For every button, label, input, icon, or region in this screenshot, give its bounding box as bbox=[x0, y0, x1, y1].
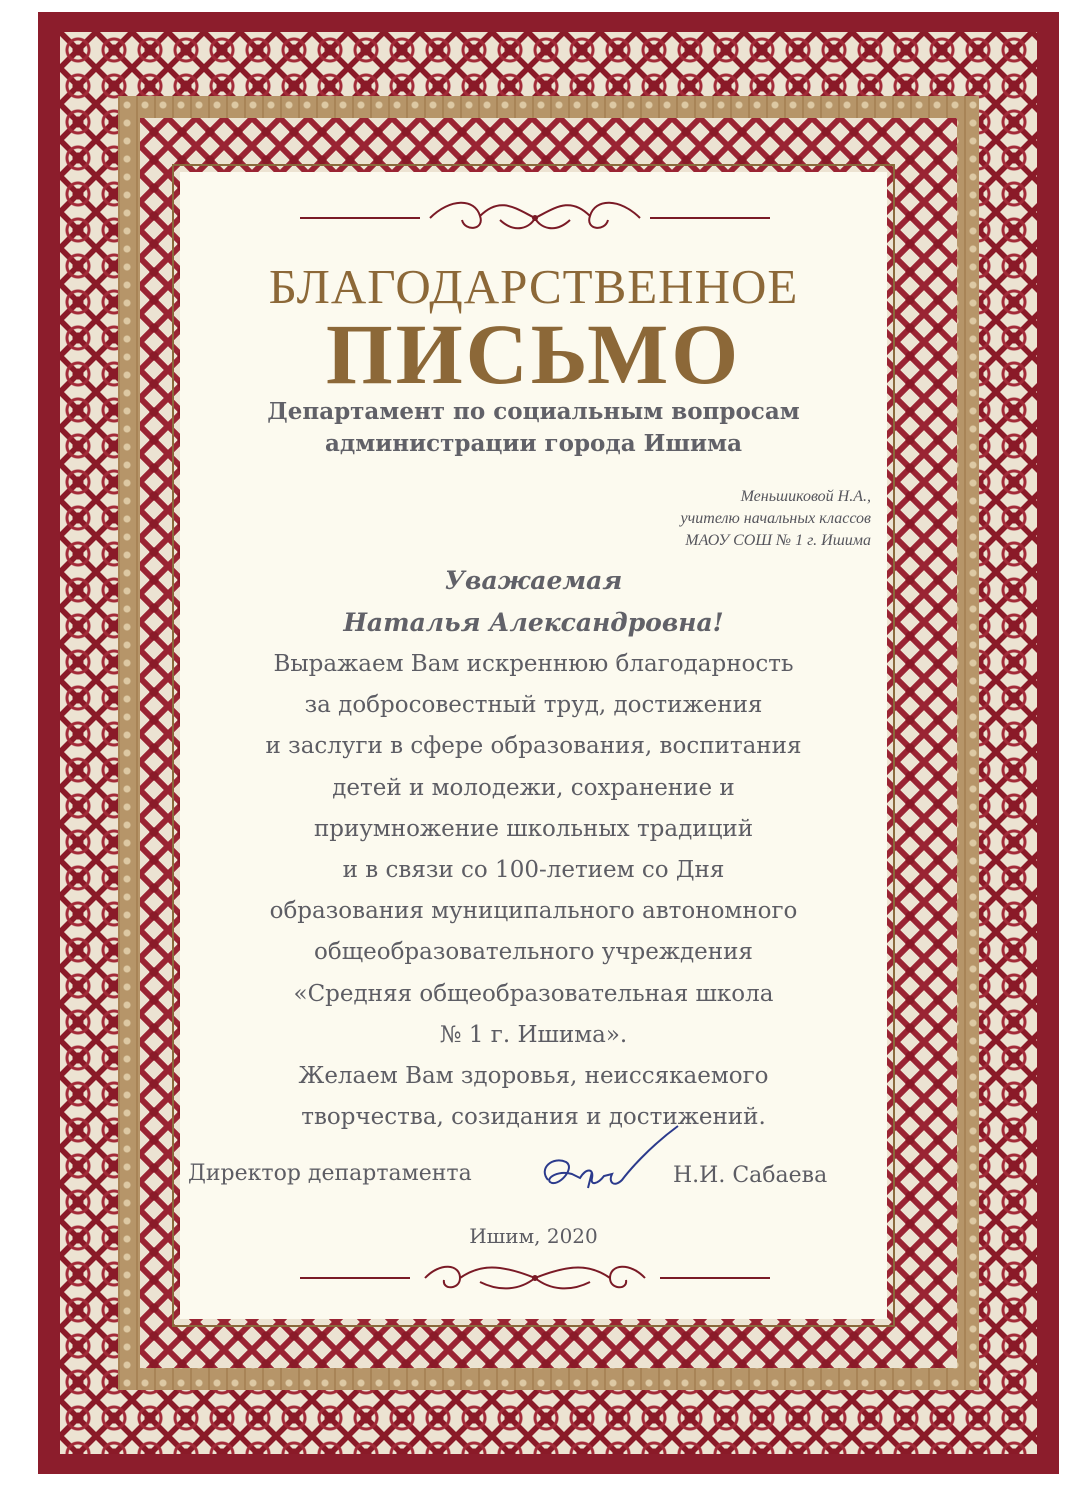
body-line: «Средняя общеобразовательная школа bbox=[293, 980, 774, 1007]
recipient-block bbox=[681, 486, 871, 552]
title-line-1: БЛАГОДАРСТВЕННОЕ bbox=[268, 259, 799, 314]
body-line: общеобразовательного учреждения bbox=[314, 939, 753, 966]
recipient-school: МАОУ СОШ № 1 г. Ишима bbox=[685, 532, 871, 549]
body-line: образования муниципального автономного bbox=[269, 898, 798, 925]
recipient-position: учителю начальных классов bbox=[680, 510, 871, 527]
salutation-line-1: Уважаемая bbox=[444, 566, 623, 595]
body-line: за добросовестный труд, достижения bbox=[304, 692, 763, 719]
body-line: Выражаем Вам искреннюю благодарность bbox=[273, 651, 794, 677]
letter-body bbox=[180, 644, 887, 1138]
bottom-flourish-ornament bbox=[300, 1256, 770, 1296]
title-line-2: ПИСЬМО bbox=[325, 306, 742, 402]
department-name bbox=[180, 396, 887, 460]
top-flourish-ornament bbox=[300, 198, 770, 238]
signatory-name: Н.И. Сабаева bbox=[673, 1163, 828, 1188]
body-line: Желаем Вам здоровья, неиссякаемого bbox=[298, 1063, 769, 1090]
body-line: творчества, созидания и достижений. bbox=[301, 1104, 766, 1131]
place-and-year: Ишим, 2020 bbox=[469, 1224, 598, 1248]
body-line: № 1 г. Ишима». bbox=[439, 1021, 628, 1048]
body-line: детей и молодежи, сохранение и bbox=[332, 774, 735, 801]
salutation-line-2: Наталья Александровна! bbox=[343, 608, 724, 637]
body-line: и в связи со 100-летием со Дня bbox=[342, 857, 725, 884]
body-line: приумножение школьных традиций bbox=[313, 815, 754, 842]
recipient-name: Меньшиковой Н.А., bbox=[740, 488, 871, 505]
body-line: и заслуги в сфере образования, воспитания bbox=[265, 733, 802, 760]
department-line-2: администрации города Ишима bbox=[324, 430, 742, 457]
signatory-position: Директор департамента bbox=[188, 1161, 472, 1186]
department-line-1: Департамент по социальным вопросам bbox=[267, 398, 800, 425]
